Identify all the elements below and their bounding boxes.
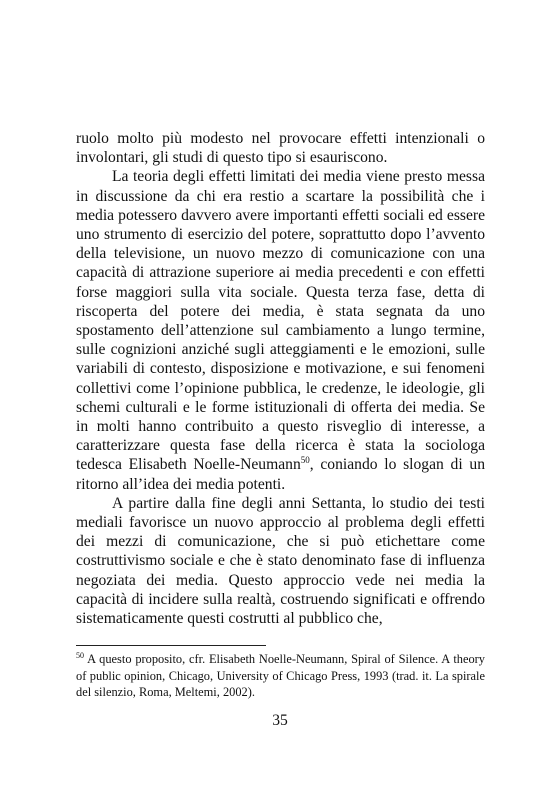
paragraph-2-text-after: , coniando lo slogan di un ritorno all’idea dei media potenti. [76, 456, 485, 493]
page-number: 35 [272, 712, 288, 729]
paragraph-3-text: A partire dalla fine degli anni Settanta, lo studio dei testi mediali favorisce un nuovo approccio al problema degli effetti dei mezzi di comunicazione, che si può etichettare come costruttivismo sociale e che è stato denominato fase di influenza negoziata dei media. Questo approccio vede nei media la capacità di incidere sulla realtà, costruendo significati e offrendo sistematicamente questi costrutti al pubblico che, [76, 494, 485, 628]
paragraph-1 [76, 129, 485, 167]
footnote-number: 50 [76, 650, 84, 660]
paragraph-2-text: La teoria degli effetti limitati dei media viene presto messa in discussione da chi era restio a scartare la possibilità che i media potessero davvero avere importanti effetti sociali ed essere uno strumento di esercizio del potere, soprattutto dopo l’avvento della televisione, un nuovo mezzo di comunicazione con una capacità di attrazione superiore ai media precedenti e con effetti forse maggiori sulla vita sociale. Questa terza fase, detta di riscoperta del potere dei media, è stata segnata da uno spostamento dell’attenzione sul cambiamento a lungo termine, sulle cognizioni anziché sugli atteggiamenti e le emozioni, sulle variabili di contesto, disposizione e motivazione, e sui fenomeni collettivi come l’opinione pubblica, le credenze, le ideologie, gli schemi culturali e le forme istituzionali di offerta dei media. Se in molti hanno contribuito a questo risveglio di interesse, a caratterizzare questa fase della ricerca è stata la sociologa tedesca Elisabeth Noelle-Neumann [76, 168, 485, 474]
body-text [76, 129, 485, 628]
paragraph-1-text: ruolo molto più modesto nel provocare effetti intenzionali o involontari, gli studi di questo tipo si esauriscono. [76, 130, 485, 167]
footnote-separator [76, 645, 266, 646]
paragraph-2 [76, 167, 485, 493]
footnote-reference: 50 [300, 455, 310, 466]
paragraph-3 [76, 494, 485, 628]
footnote-text: A questo proposito, cfr. Elisabeth Noelle-Neumann, Spiral of Silence. A theory of public opinion, Chicago, University of Chicago Press, 1993 (trad. it. La spirale del silenzio, Roma, Meltemi, 2002). [76, 652, 485, 700]
footnote [76, 651, 485, 701]
